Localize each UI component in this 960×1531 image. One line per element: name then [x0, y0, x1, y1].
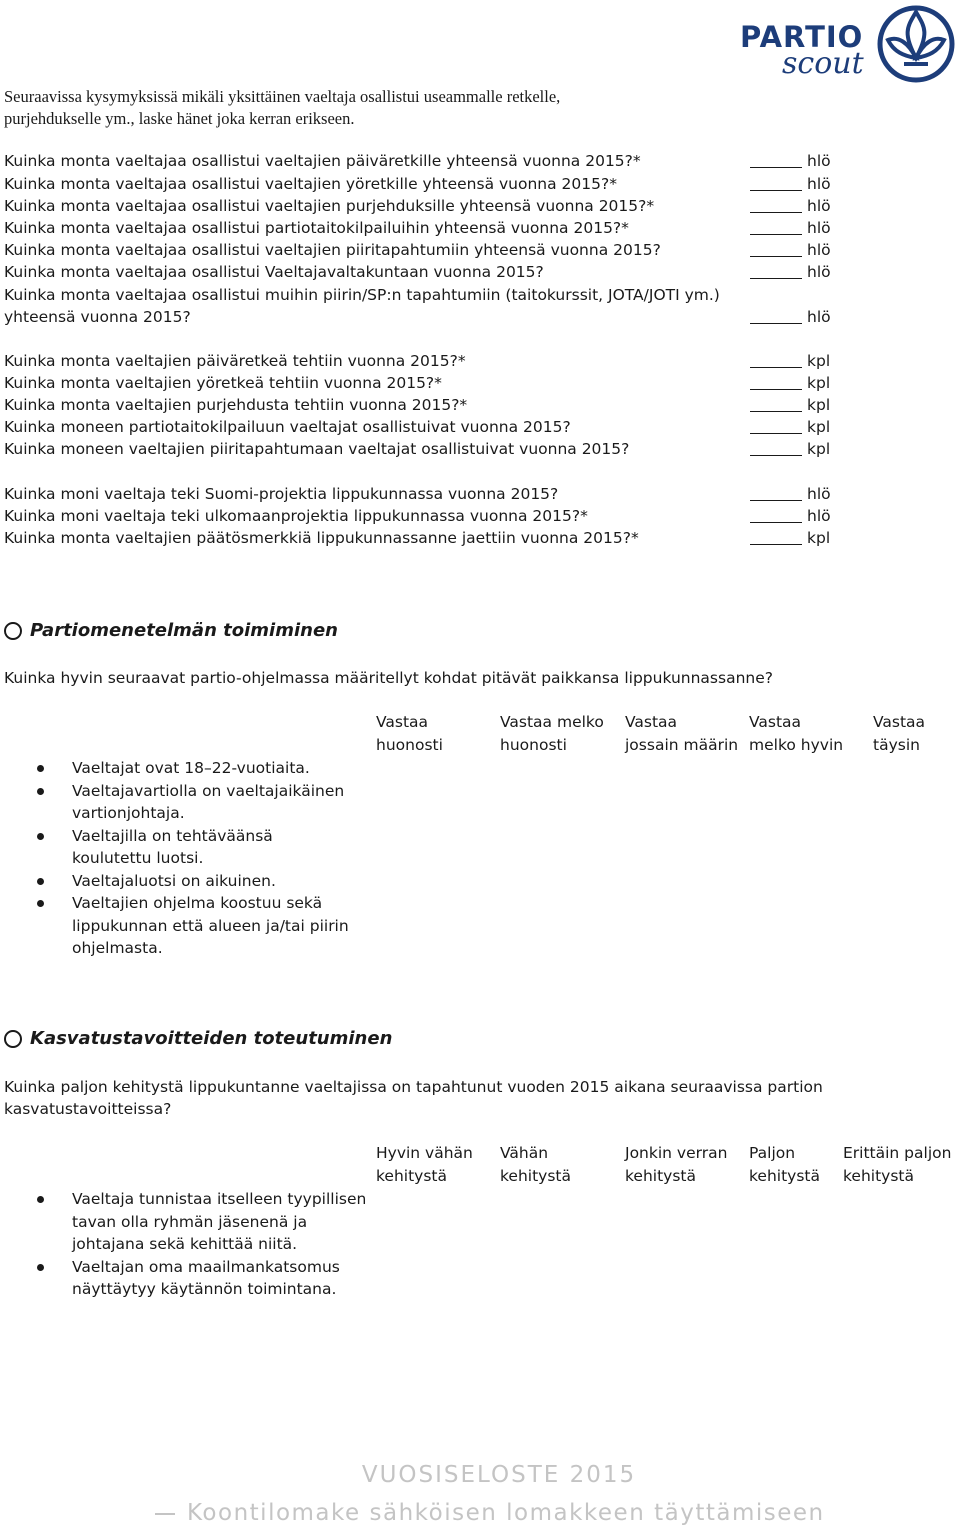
- unit-label: hlö: [807, 152, 831, 170]
- answer-field[interactable]: [750, 417, 802, 434]
- statement-text: Vaeltajavartiolla on vaeltajaikäinen vartionjohtaja.: [72, 781, 345, 822]
- statement-text: Vaeltajaluotsi on aikuinen.: [72, 871, 276, 890]
- statement-text: Vaeltaja tunnistaa itselleen tyypillisen tavan olla ryhmän jäsenenä ja johtajana sekä kehittää niitä.: [72, 1190, 367, 1253]
- column-header-line: Jonkin verran: [625, 1144, 728, 1162]
- circle-bullet-icon: [4, 1030, 22, 1048]
- answer-field[interactable]: [750, 196, 802, 213]
- question-text: Kuinka monta vaeltajaa osallistui vaeltajien piiritapahtumiin yhteensä vuonna 2015?: [4, 241, 661, 259]
- unit-label: kpl: [807, 529, 831, 547]
- intro-line-2: purjehdukselle ym., laske hänet joka kerran erikseen.: [4, 109, 355, 128]
- column-header-line: Vastaa melko: [500, 713, 604, 731]
- question-text: Kuinka moneen vaeltajien piiritapahtumaan vaeltajat osallistuivat vuonna 2015?: [4, 440, 630, 458]
- question-text: Kuinka monta vaeltajaa osallistui partiotaitokilpailuihin yhteensä vuonna 2015?*: [4, 219, 629, 237]
- answer-field[interactable]: [750, 351, 802, 368]
- unit-label: hlö: [807, 175, 831, 193]
- question-text: Kuinka monta vaeltajaa osallistui vaeltajien purjehduksille yhteensä vuonna 2015?*: [4, 197, 655, 215]
- bullet-dot-icon: [37, 1196, 44, 1203]
- answer-field[interactable]: [750, 506, 802, 523]
- answer-field[interactable]: [750, 528, 802, 545]
- column-header-line: kehitystä: [500, 1167, 571, 1185]
- column-header-line: huonosti: [376, 736, 443, 754]
- unit-label: hlö: [807, 263, 831, 281]
- rating-column-header: [873, 711, 925, 757]
- column-header-line: Vastaa: [749, 713, 802, 731]
- column-header-line: täysin: [873, 736, 920, 754]
- answer-field[interactable]: [750, 240, 802, 257]
- unit-label: hlö: [807, 197, 831, 215]
- rating-column-header: [625, 1142, 727, 1188]
- rating-column-header: [376, 1142, 473, 1188]
- unit-label: hlö: [807, 308, 831, 326]
- column-header-line: Vastaa: [376, 713, 429, 731]
- footer-subtitle-text: Koontilomake sähköisen lomakkeen täyttämiseen: [187, 1500, 825, 1526]
- unit-label: hlö: [807, 507, 831, 525]
- answer-field[interactable]: [750, 439, 802, 456]
- rating-column-header: [625, 711, 738, 757]
- question-text: Kuinka monta vaeltajaa osallistui vaeltajien päiväretkille yhteensä vuonna 2015?*: [4, 152, 641, 170]
- unit-label: kpl: [807, 418, 831, 436]
- section-heading-text: Partiomenetelmän toimiminen: [30, 620, 338, 641]
- question-text: Kuinka monta vaeltajaa osallistui vaeltajien yöretkille yhteensä vuonna 2015?*: [4, 175, 617, 193]
- question-text: Kuinka monta vaeltajien purjehdusta tehtiin vuonna 2015?*: [4, 396, 468, 414]
- lily-emblem-icon: [874, 2, 958, 86]
- statement-text: Vaeltajien ohjelma koostuu sekä lippukunnan että alueen ja/tai piirin ohjelmasta.: [72, 894, 349, 957]
- unit-label: hlö: [807, 241, 831, 259]
- section-question: Kuinka paljon kehitystä lippukuntanne vaeltajissa on tapahtunut vuoden 2015 aikana seuraavissa partion: [4, 1078, 823, 1096]
- bullet-dot-icon: [37, 878, 44, 885]
- question-text: Kuinka moneen partiotaitokilpailuun vaeltajat osallistuivat vuonna 2015?: [4, 418, 571, 436]
- column-header-line: kehitystä: [843, 1167, 914, 1185]
- list-item: [36, 1256, 376, 1301]
- column-header-line: melko hyvin: [749, 736, 844, 754]
- column-header-line: kehitystä: [376, 1167, 447, 1185]
- partio-scout-logo: [738, 0, 960, 90]
- column-header-line: Vastaa: [873, 713, 926, 731]
- answer-field[interactable]: [750, 174, 802, 191]
- intro-line-1: Seuraavissa kysymyksissä mikäli yksittäinen vaeltaja osallistui useammalle retkelle,: [4, 87, 561, 106]
- unit-label: kpl: [807, 374, 831, 392]
- answer-field[interactable]: [750, 218, 802, 235]
- column-header-line: Hyvin vähän: [376, 1144, 473, 1162]
- column-header-line: kehitystä: [625, 1167, 696, 1185]
- question-text: Kuinka monta vaeltajaa osallistui muihin piirin/SP:n tapahtumiin (taitokurssit, JOTA/JOTI ym.): [4, 286, 720, 304]
- column-header-line: kehitystä: [749, 1167, 820, 1185]
- unit-label: kpl: [807, 396, 831, 414]
- unit-label: hlö: [807, 485, 831, 503]
- section-question: Kuinka hyvin seuraavat partio-ohjelmassa määritellyt kohdat pitävät paikkansa lippukunnassanne?: [4, 669, 773, 687]
- bullet-dot-icon: [37, 765, 44, 772]
- statement-list: [36, 757, 356, 960]
- dash-icon: [155, 1513, 175, 1515]
- question-text: Kuinka monta vaeltajaa osallistui Vaeltajavaltakuntaan vuonna 2015?: [4, 263, 544, 281]
- question-text: Kuinka monta vaeltajien yöretkeä tehtiin vuonna 2015?*: [4, 374, 442, 392]
- answer-field[interactable]: [750, 484, 802, 501]
- list-item: [36, 1188, 376, 1256]
- answer-field[interactable]: [750, 307, 802, 324]
- column-header-line: Erittäin paljon: [843, 1144, 952, 1162]
- section-heading-kasvatustavoitteet: [4, 1028, 392, 1049]
- logo-scout-text: scout: [782, 46, 864, 81]
- column-header-line: huonosti: [500, 736, 567, 754]
- rating-column-header: [376, 711, 443, 757]
- section-heading-text: Kasvatustavoitteiden toteutuminen: [30, 1028, 393, 1049]
- rating-column-header: [843, 1142, 951, 1188]
- list-item: [36, 780, 356, 825]
- column-header-line: Vastaa: [625, 713, 678, 731]
- answer-field[interactable]: [750, 151, 802, 168]
- question-text: Kuinka monta vaeltajien päätösmerkkiä lippukunnassanne jaettiin vuonna 2015?*: [4, 529, 639, 547]
- statement-list: [36, 1188, 376, 1301]
- bullet-dot-icon: [37, 900, 44, 907]
- column-header-line: Vähän: [500, 1144, 549, 1162]
- statement-text: Vaeltajilla on tehtäväänsä koulutettu luotsi.: [72, 826, 273, 867]
- question-text: Kuinka moni vaeltaja teki ulkomaanprojektia lippukunnassa vuonna 2015?*: [4, 507, 588, 525]
- answer-field[interactable]: [750, 373, 802, 390]
- unit-label: hlö: [807, 219, 831, 237]
- column-header-line: jossain määrin: [625, 736, 739, 754]
- answer-field[interactable]: [750, 395, 802, 412]
- question-text: Kuinka moni vaeltaja teki Suomi-projektia lippukunnassa vuonna 2015?: [4, 485, 559, 503]
- statement-text: Vaeltajan oma maailmankatsomus näyttäytyy käytännön toimintana.: [72, 1257, 340, 1298]
- footer-title: VUOSISELOSTE 2015: [361, 1462, 637, 1488]
- footer-subtitle: [155, 1500, 825, 1526]
- question-text-continued: yhteensä vuonna 2015?: [4, 308, 191, 326]
- bullet-dot-icon: [37, 833, 44, 840]
- logo-partio-text: PARTIO: [740, 20, 864, 54]
- section-heading-partiomenetelma: [4, 620, 338, 641]
- question-text: Kuinka monta vaeltajien päiväretkeä tehtiin vuonna 2015?*: [4, 352, 466, 370]
- list-item: [36, 892, 356, 960]
- rating-column-header: [749, 711, 843, 757]
- statement-text: Vaeltajat ovat 18–22-vuotiaita.: [72, 759, 310, 777]
- unit-label: kpl: [807, 440, 831, 458]
- column-header-line: Paljon: [749, 1144, 796, 1162]
- list-item: [36, 757, 356, 780]
- answer-field[interactable]: [750, 262, 802, 279]
- section-question-continued: kasvatustavoitteissa?: [4, 1100, 172, 1118]
- rating-column-header: [500, 1142, 571, 1188]
- rating-column-header: [500, 711, 604, 757]
- bullet-dot-icon: [37, 1264, 44, 1271]
- list-item: [36, 825, 356, 870]
- circle-bullet-icon: [4, 622, 22, 640]
- unit-label: kpl: [807, 352, 831, 370]
- list-item: [36, 870, 356, 893]
- bullet-dot-icon: [37, 788, 44, 795]
- rating-column-header: [749, 1142, 820, 1188]
